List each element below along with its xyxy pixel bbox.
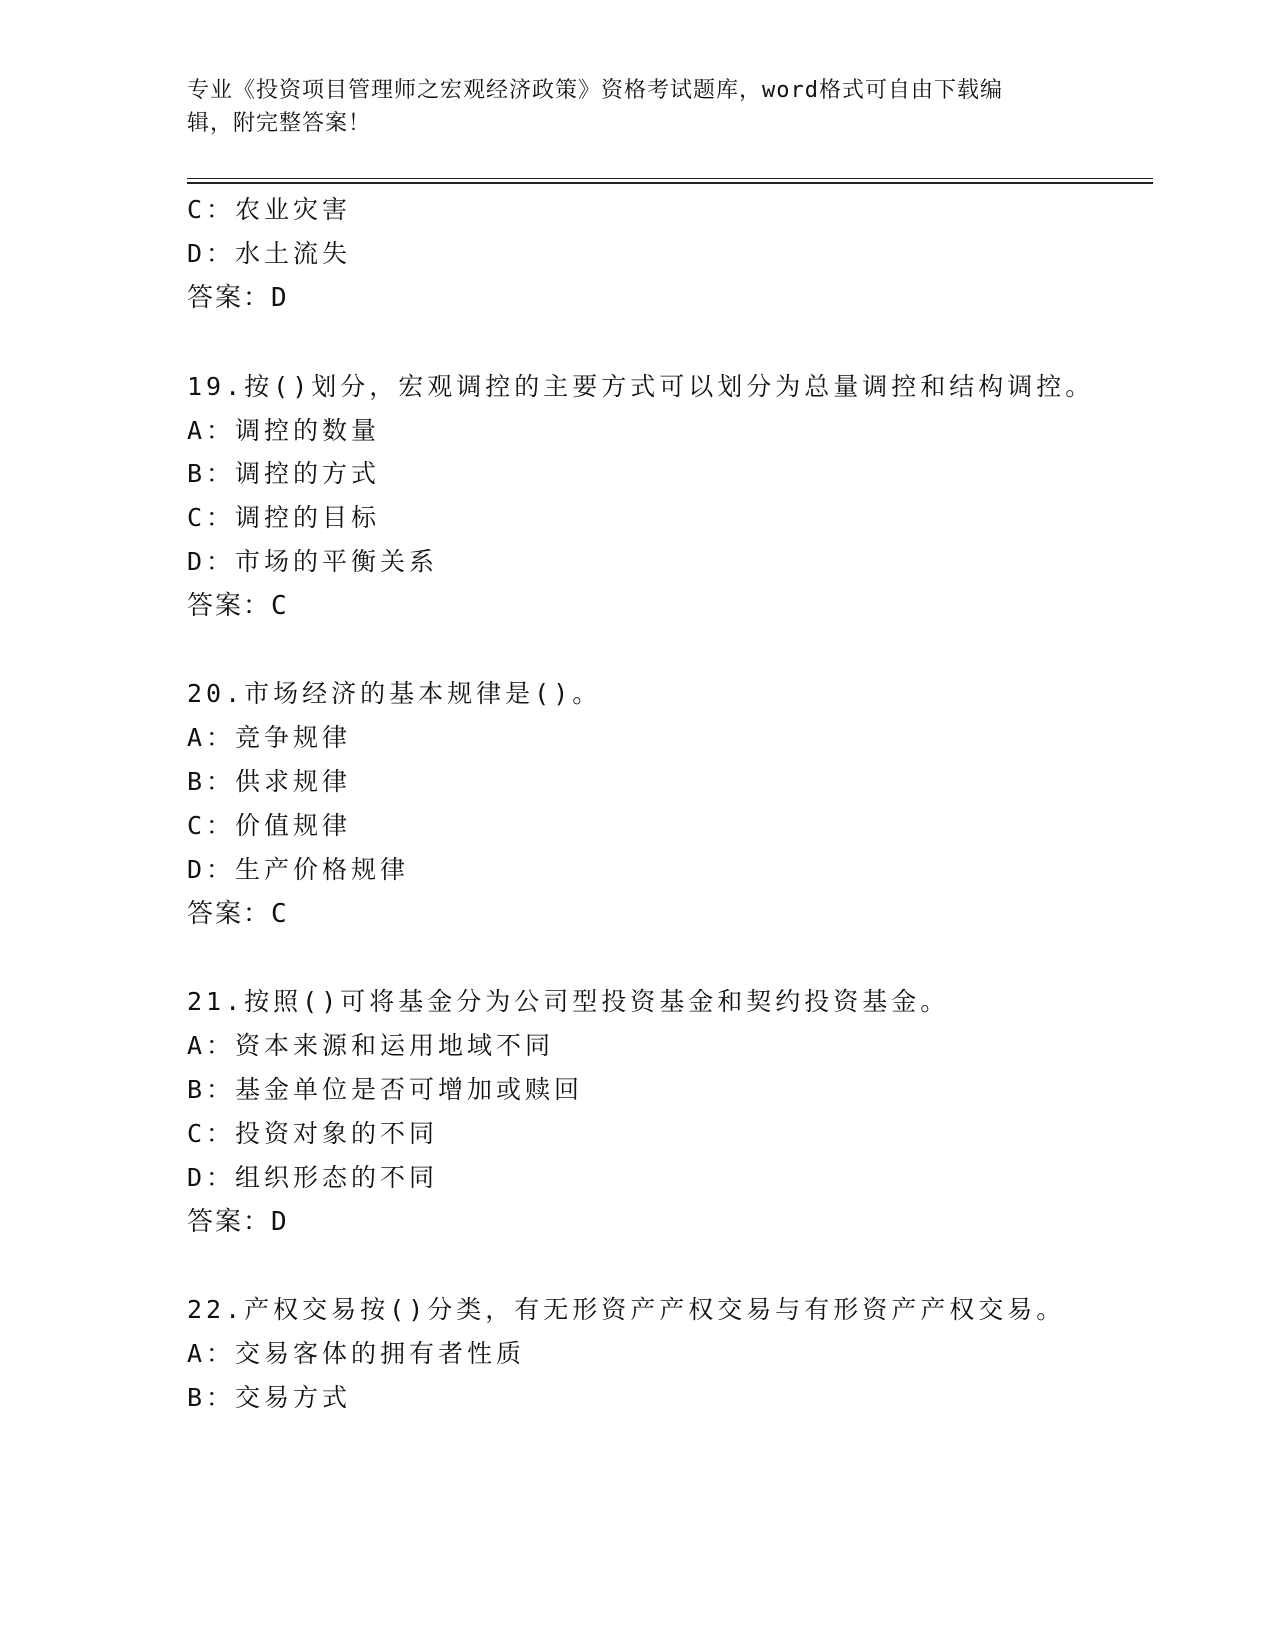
option-a: A：调控的数量 — [187, 416, 381, 445]
header-rule-thick — [187, 182, 1153, 184]
header-line-2: 辑，附完整答案！ — [187, 111, 372, 136]
option-b: B：调控的方式 — [187, 459, 381, 488]
option-d: D：水土流失 — [187, 239, 352, 268]
question-stem: 20.市场经济的基本规律是()。 — [187, 679, 602, 708]
option-a: A：交易客体的拥有者性质 — [187, 1339, 526, 1368]
option-c: C：农业灾害 — [187, 195, 352, 224]
answer: 答案：C — [187, 899, 289, 929]
option-a: A：资本来源和运用地域不同 — [187, 1031, 555, 1060]
answer: 答案：D — [187, 1207, 289, 1237]
option-d: D：生产价格规律 — [187, 855, 410, 884]
header-rule-thin — [187, 178, 1153, 179]
answer: 答案：C — [187, 591, 289, 621]
option-d: D：组织形态的不同 — [187, 1163, 439, 1192]
question-stem: 21.按照()可将基金分为公司型投资基金和契约投资基金。 — [187, 987, 950, 1016]
option-c: C：调控的目标 — [187, 503, 381, 532]
header-line-1: 专业《投资项目管理师之宏观经济政策》资格考试题库，word格式可自由下载编 — [187, 78, 1003, 103]
option-c: C：投资对象的不同 — [187, 1119, 439, 1148]
option-d: D：市场的平衡关系 — [187, 547, 439, 576]
option-c: C：价值规律 — [187, 811, 352, 840]
question-stem: 19.按()划分，宏观调控的主要方式可以划分为总量调控和结构调控。 — [187, 372, 1095, 401]
option-b: B：交易方式 — [187, 1383, 352, 1412]
document-header — [187, 74, 1067, 140]
answer: 答案：D — [187, 283, 289, 313]
option-b: B：供求规律 — [187, 767, 352, 796]
option-b: B：基金单位是否可增加或赎回 — [187, 1075, 584, 1104]
option-a: A：竞争规律 — [187, 723, 352, 752]
question-stem: 22.产权交易按()分类，有无形资产产权交易与有形资产产权交易。 — [187, 1295, 1066, 1324]
